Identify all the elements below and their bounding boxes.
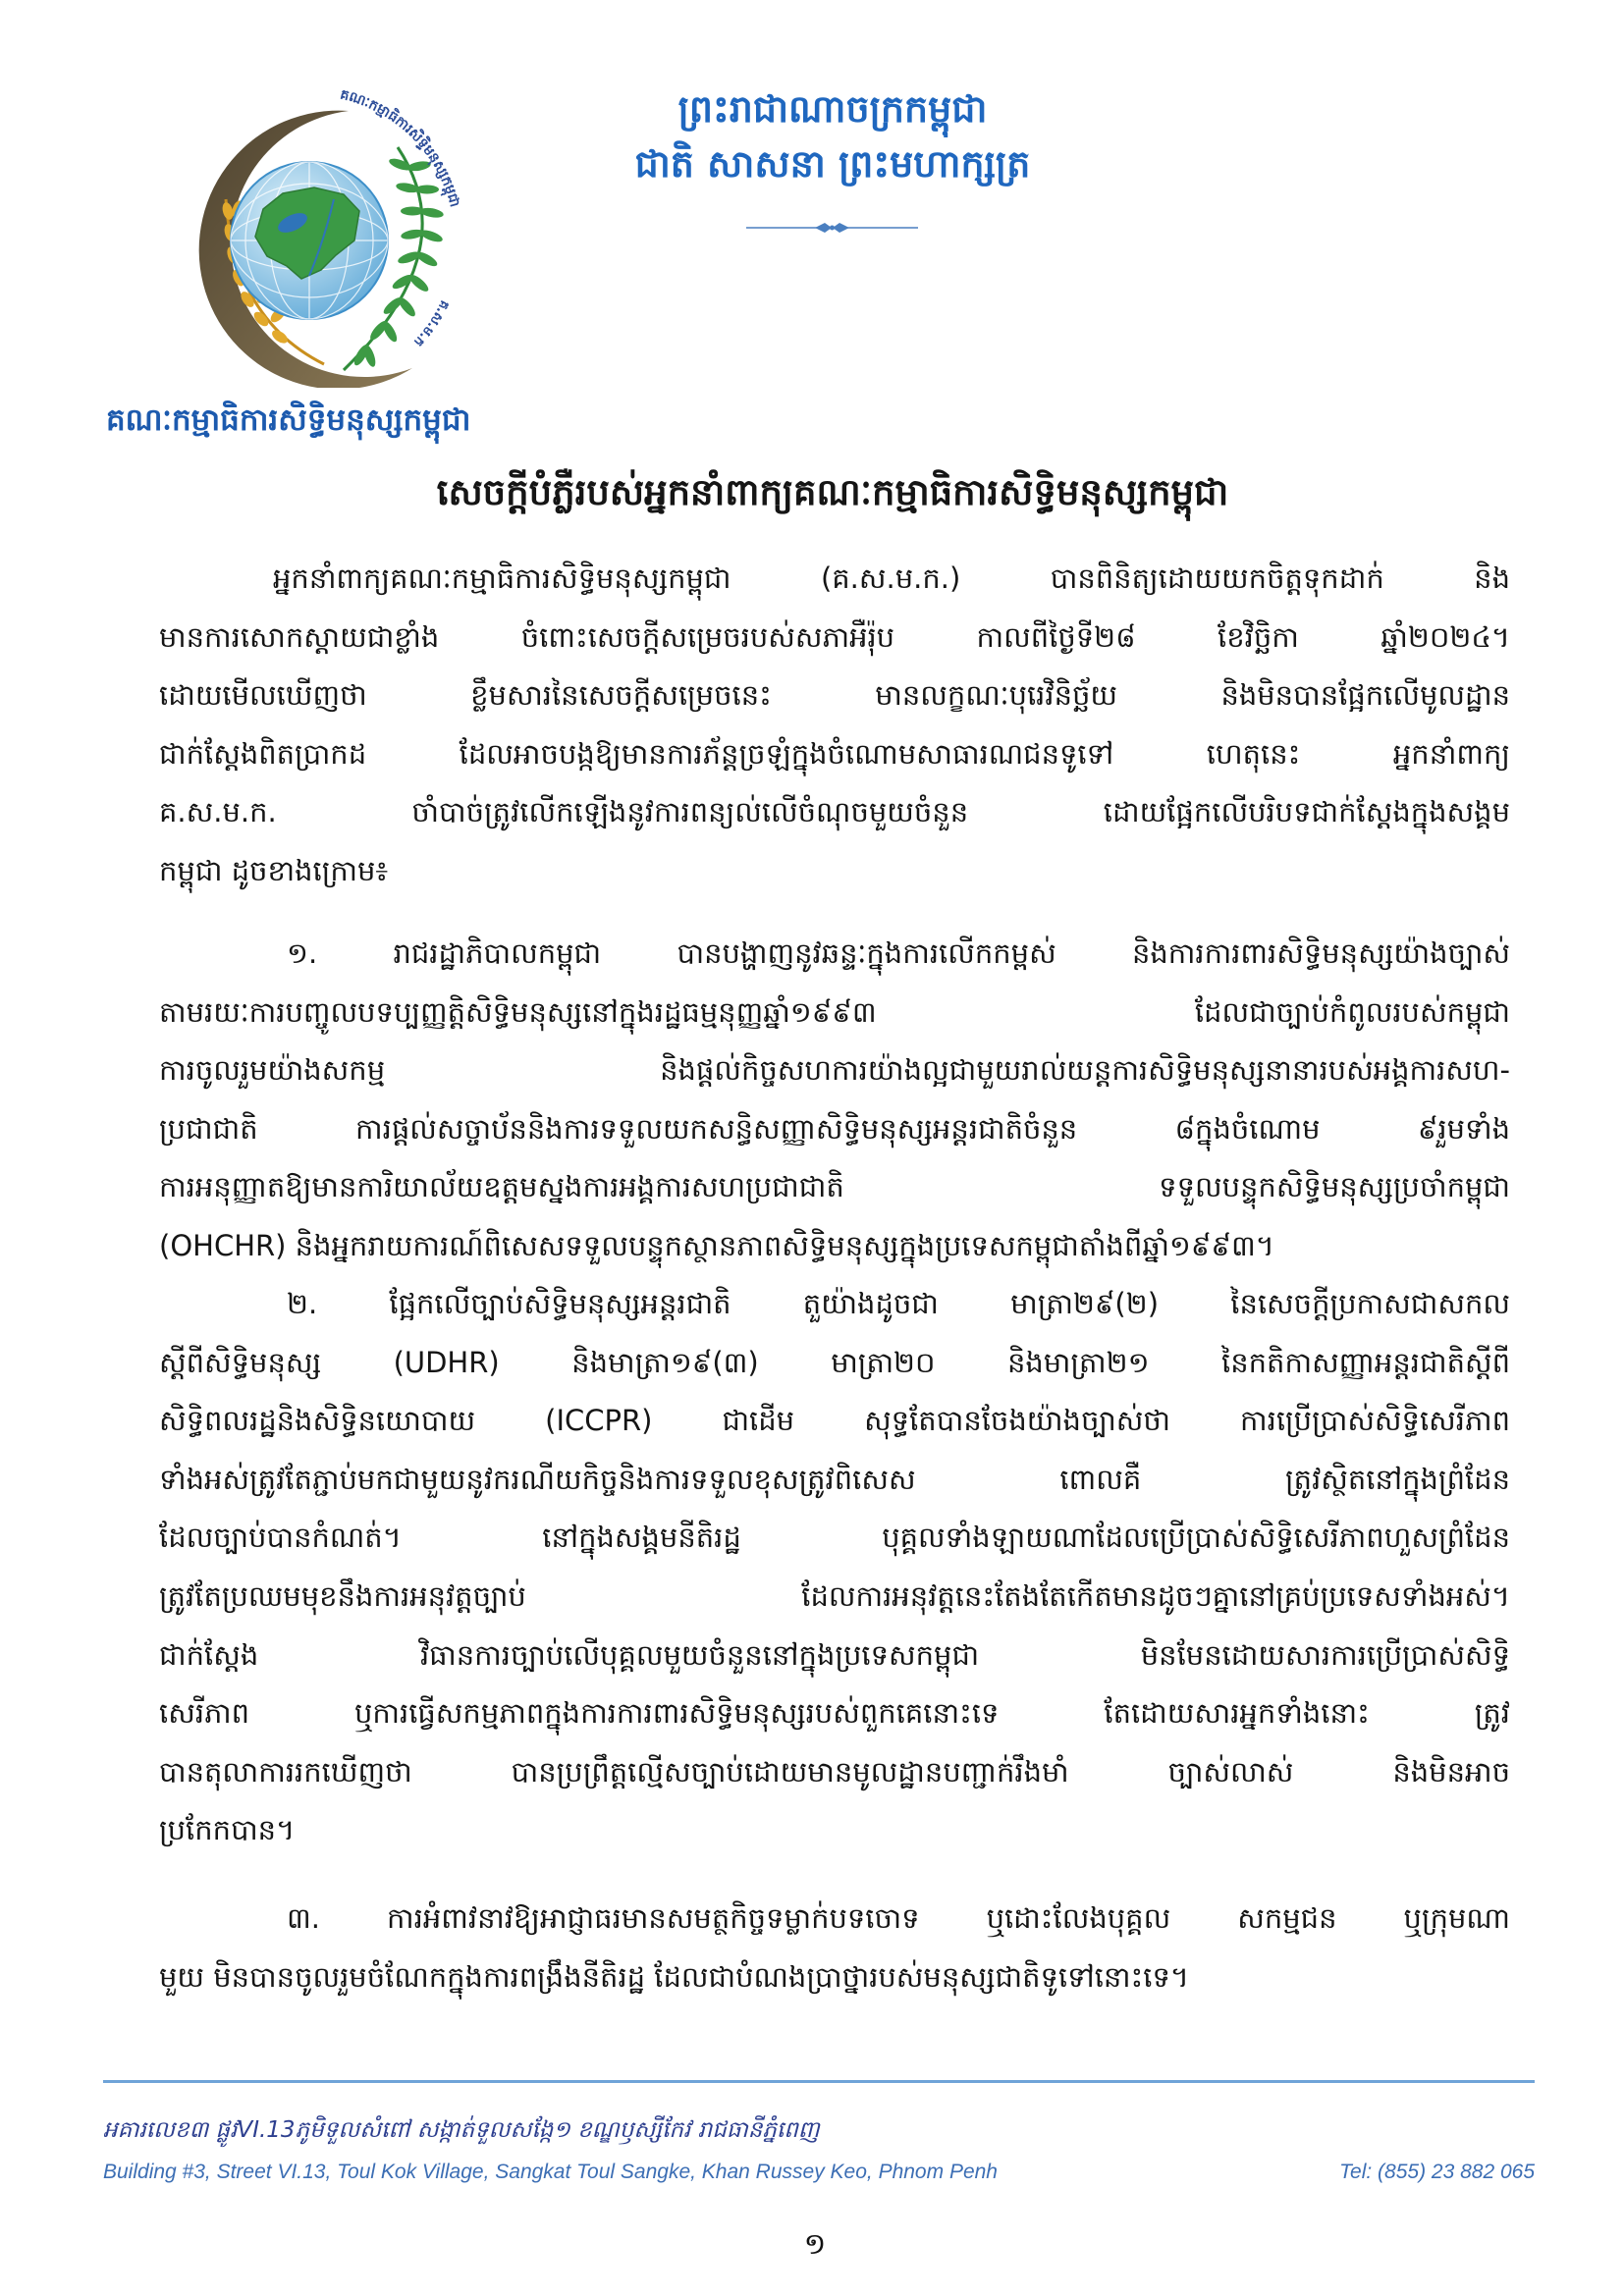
- paragraph-line: ស្តីពីសិទ្ធិមនុស្ស (UDHR) និងមាត្រា១៩(៣) មាត្រា២០ និងមាត្រា២១ នៃកតិកាសញ្ញាអន្តរជាតិស្តីពី: [159, 1345, 1510, 1379]
- paragraph-line: តាមរយៈការបញ្ចូលបទប្បញ្ញត្តិសិទ្ធិមនុស្សនៅក្នុងរដ្ឋធម្មនុញ្ញឆ្នាំ១៩៩៣ ដែលជាច្បាប់កំពូលរបស់កម្ពុជា: [159, 994, 1510, 1029]
- paragraph-line: ត្រូវតែប្រឈមមុខនឹងការអនុវត្តច្បាប់ ដែលការអនុវត្តនេះតែងតែកើតមានដូចៗគ្នានៅគ្រប់ប្រទេសទាំងអស់។: [159, 1578, 1510, 1613]
- chrc-logo: [187, 83, 471, 388]
- paragraph-line: មានការសោកស្តាយជាខ្លាំង ចំពោះសេចក្តីសម្រេចរបស់សភាអឺរ៉ុប កាលពីថ្ងៃទី២៨ ខែវិច្ឆិកា ឆ្នាំ២០២៤។: [159, 619, 1510, 654]
- ornamental-divider: [746, 216, 918, 240]
- footer-address-english: Building #3, Street VI.13, Toul Kok Village, Sangkat Toul Sangke, Khan Russey Keo, Phnom Penh: [103, 2161, 998, 2183]
- document-title: សេចក្តីបំភ្លឺរបស់អ្នកនាំពាក្យគណៈកម្មាធិការសិទ្ធិមនុស្សកម្ពុជា: [436, 470, 1229, 513]
- paragraph-line: ២. ផ្អែកលើច្បាប់សិទ្ធិមនុស្សអន្តរជាតិ តួយ៉ាងដូចជា មាត្រា២៩(២) នៃសេចក្តីប្រកាសជាសកល: [287, 1287, 1510, 1320]
- kingdom-heading: ព្រះរាជាណាចក្រកម្ពុជា: [677, 86, 988, 131]
- intro-paragraph: [159, 550, 1510, 901]
- paragraph-line: ១. រាជរដ្ឋាភិបាលកម្ពុជា បានបង្ហាញនូវឆន្ទៈក្នុងការលើកកម្ពស់ និងការការពារសិទ្ធិមនុស្សយ៉ាងច្បាស់: [287, 936, 1510, 970]
- paragraph-line: សេរីភាព ឬការធ្វើសកម្មភាពក្នុងការការពារសិទ្ធិមនុស្សរបស់ពួកគេនោះទេ តែដោយសារអ្នកទាំងនោះ ត្រូវ: [159, 1696, 1510, 1731]
- logo-arc-text: គណៈកម្មាធិការសិទ្ធិមនុស្សកម្ពុជា: [338, 86, 462, 209]
- paragraph-line: មួយ មិនបានចូលរួមចំណែកក្នុងការពង្រឹងនីតិរដ្ឋ ដែលជាបំណងប្រាថ្នារបស់មនុស្សជាតិទូទៅនោះទេ។: [159, 1959, 1190, 1994]
- paragraph-line: ជាក់ស្តែង វិធានការច្បាប់លើបុគ្គលមួយចំនួននៅក្នុងប្រទេសកម្ពុជា មិនមែនដោយសារការប្រើប្រាស់សិទ្ធិ: [159, 1637, 1510, 1672]
- paragraph-line: គ.ស.ម.ក. ចាំបាច់ត្រូវលើកឡើងនូវការពន្យល់លើចំណុចមួយចំនួន ដោយផ្អែកលើបរិបទជាក់ស្តែងក្នុងសង្គម: [159, 795, 1510, 829]
- point-1-paragraph: [159, 925, 1510, 1276]
- paragraph-line: ទាំងអស់ត្រូវតែភ្ជាប់មកជាមួយនូវករណីយកិច្ចនិងការទទួលខុសត្រូវពិសេស ពោលគឺ ត្រូវស្ថិតនៅក្នុងព្រំដែន: [159, 1462, 1510, 1496]
- footer-address-khmer: អគារលេខ៣ ផ្លូវVI.13ភូមិទួលសំពៅ សង្កាត់ទួលសង្កែ១ ខណ្ឌឫស្សីកែវ រាជធានីភ្នំពេញ: [103, 2117, 820, 2143]
- paragraph-line: ការអនុញ្ញាតឱ្យមានការិយាល័យឧត្តមស្នងការអង្គការសហប្រជាជាតិ ទទួលបន្ទុកសិទ្ធិមនុស្សប្រចាំកម្ពុជា: [159, 1170, 1510, 1204]
- paragraph-line: ប្រជាជាតិ ការផ្តល់សច្ចាប័ននិងការទទួលយកសន្ធិសញ្ញាសិទ្ធិមនុស្សអន្តរជាតិចំនួន ៨ក្នុងចំណោម ៩រួមទាំង: [159, 1111, 1510, 1146]
- paragraph-line: សិទ្ធិពលរដ្ឋនិងសិទ្ធិនយោបាយ (ICCPR) ជាដើម សុទ្ធតែបានចែងយ៉ាងច្បាស់ថា ការប្រើប្រាស់សិទ្ធិសេរីភាព: [159, 1404, 1510, 1438]
- svg-text:គ.ស.ម.ក: [410, 297, 452, 348]
- paragraph-line: ដោយមើលឃើញថា ខ្លឹមសារនៃសេចក្តីសម្រេចនេះ មានលក្ខណៈបុរេវិនិច្ឆ័យ និងមិនបានផ្អែកលើមូលដ្ឋាន: [159, 678, 1510, 713]
- paragraph-line: បានតុលាការរកឃើញថា បានប្រព្រឹត្តល្មើសច្បាប់ដោយមានមូលដ្ឋានបញ្ជាក់រឹងមាំ ច្បាស់លាស់ និងមិនអាច: [159, 1754, 1510, 1789]
- page-number: ១: [803, 2227, 827, 2262]
- paragraph-line: ការចូលរួមយ៉ាងសកម្ម និងផ្តល់កិច្ចសហការយ៉ាងល្អជាមួយរាល់យន្តការសិទ្ធិមនុស្សនានារបស់អង្គការសហ-: [159, 1053, 1510, 1088]
- logo-abbr-text: គ.ស.ម.ក: [410, 297, 453, 349]
- paragraph-line: ៣. ការអំពាវនាវឱ្យអាជ្ញាធរមានសមត្ថកិច្ចទម្លាក់បទចោទ ឬដោះលែងបុគ្គល សកម្មជន ឬក្រុមណា: [287, 1901, 1510, 1935]
- paragraph-line: អ្នកនាំពាក្យគណៈកម្មាធិការសិទ្ធិមនុស្សកម្ពុជា (គ.ស.ម.ក.) បានពិនិត្យដោយយកចិត្តទុកដាក់ និង: [273, 561, 1510, 595]
- footer-divider: [103, 2080, 1535, 2083]
- paragraph-line: ជាក់ស្តែងពិតប្រាកដ ដែលអាចបង្កឱ្យមានការភ័ន្តច្រឡំក្នុងចំណោមសាធារណជនទូទៅ ហេតុនេះ អ្នកនាំពាក្យ: [159, 736, 1510, 771]
- point-2-paragraph: [159, 1275, 1510, 1860]
- organization-name: គណៈកម្មាធិការសិទ្ធិមនុស្សកម្ពុជា: [106, 402, 471, 438]
- globe-icon: [231, 162, 388, 319]
- footer-telephone: Tel: (855) 23 882 065: [1339, 2161, 1535, 2183]
- paragraph-line: កម្ពុជា ដូចខាងក្រោម៖: [159, 853, 389, 887]
- paragraph-line: ប្រកែកបាន។: [159, 1813, 296, 1847]
- motto-heading: ជាតិ សាសនា ព្រះមហាក្សត្រ: [634, 141, 1031, 186]
- paragraph-line: ដែលច្បាប់បានកំណត់។ នៅក្នុងសង្គមនីតិរដ្ឋ បុគ្គលទាំងឡាយណាដែលប្រើប្រាស់សិទ្ធិសេរីភាពហួសព្រំដែន: [159, 1521, 1510, 1555]
- paragraph-line: (OHCHR) និងអ្នករាយការណ៍ពិសេសទទួលបន្ទុកស្ថានភាពសិទ្ធិមនុស្សក្នុងប្រទេសកម្ពុជាតាំងពីឆ្នាំ១៩៩៣។: [159, 1228, 1274, 1262]
- point-3-paragraph: [159, 1890, 1510, 2006]
